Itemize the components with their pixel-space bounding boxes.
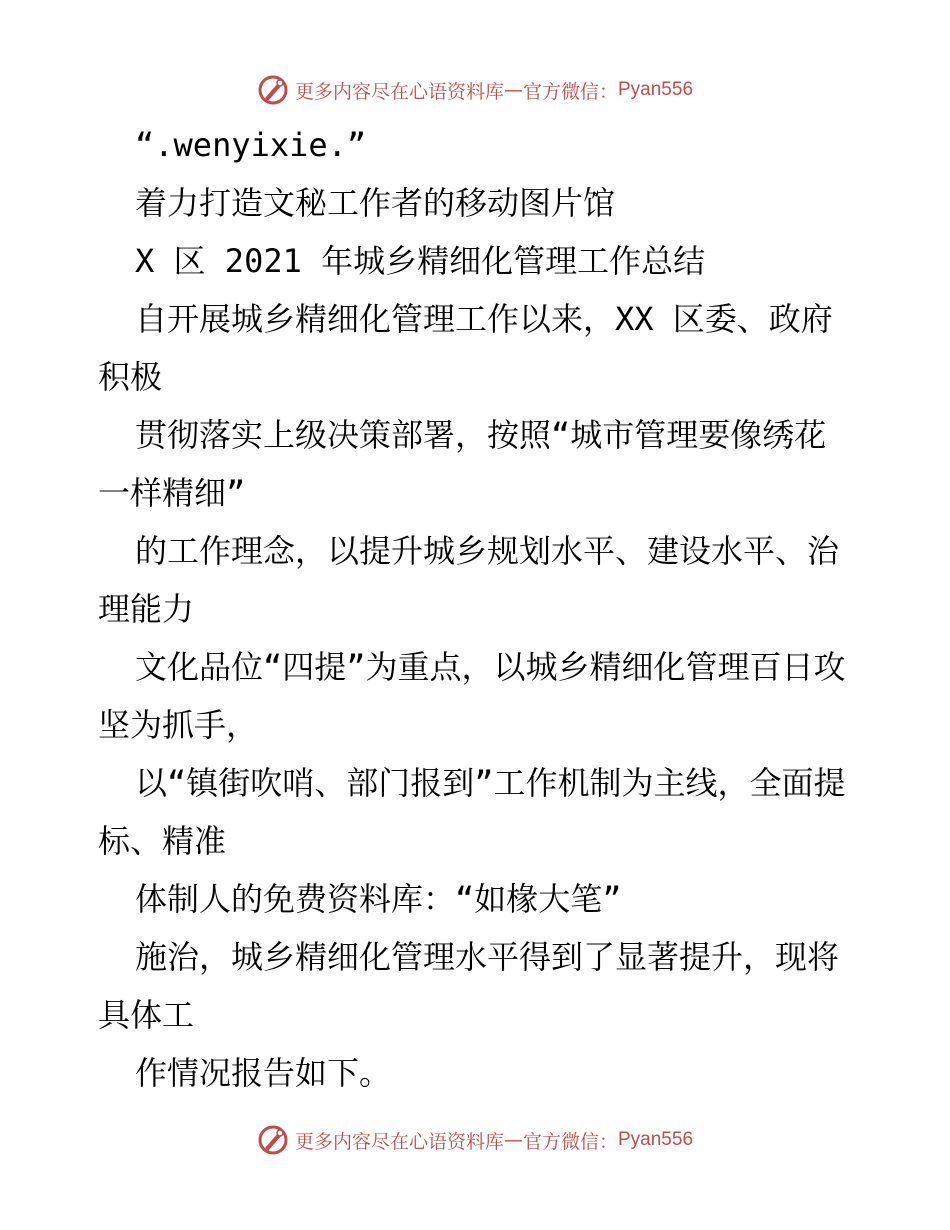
- paragraph: 着力打造文秘工作者的移动图片馆: [135, 184, 616, 222]
- footer-banner: [0, 1120, 950, 1160]
- paragraph: 作情况报告如下。: [135, 1054, 392, 1092]
- paragraph: 以“镇街吹哨、部门报到”工作机制为主线，全面提标、精准: [98, 764, 846, 860]
- banner-wechat-id: Pyan556: [618, 1129, 694, 1150]
- paragraph: “.wenyixie.”: [135, 126, 367, 164]
- banner-contact: 官方微信：: [522, 80, 618, 103]
- paragraph: 施治，城乡精细化管理水平得到了显著提升，现将具体工: [98, 938, 840, 1034]
- banner-contact: 官方微信：: [522, 1130, 618, 1153]
- paragraph: 自开展城乡精细化管理工作以来，XX 区委、政府积极: [98, 300, 833, 396]
- pen-logo-icon: [257, 1124, 289, 1156]
- banner-wechat-id: Pyan556: [618, 79, 694, 100]
- pen-logo-icon: [257, 74, 289, 106]
- banner-text: 更多内容尽在心语资料库: [294, 80, 504, 103]
- banner-separator: —: [503, 79, 523, 101]
- banner-text: 更多内容尽在心语资料库: [294, 1130, 504, 1153]
- document-body: [98, 116, 858, 1102]
- paragraph: 贯彻落实上级决策部署，按照“城市管理要像绣花一样精细”: [98, 416, 827, 512]
- paragraph: 文化品位“四提”为重点，以城乡精细化管理百日攻坚为抓手，: [98, 648, 846, 744]
- banner-separator: —: [503, 1129, 523, 1151]
- header-banner: [0, 70, 950, 110]
- paragraph: 体制人的免费资料库：“如椽大笔”: [135, 880, 622, 918]
- paragraph: 的工作理念，以提升城乡规划水平、建设水平、治理能力: [98, 532, 840, 628]
- document-title: X 区 2021 年城乡精细化管理工作总结: [135, 242, 706, 280]
